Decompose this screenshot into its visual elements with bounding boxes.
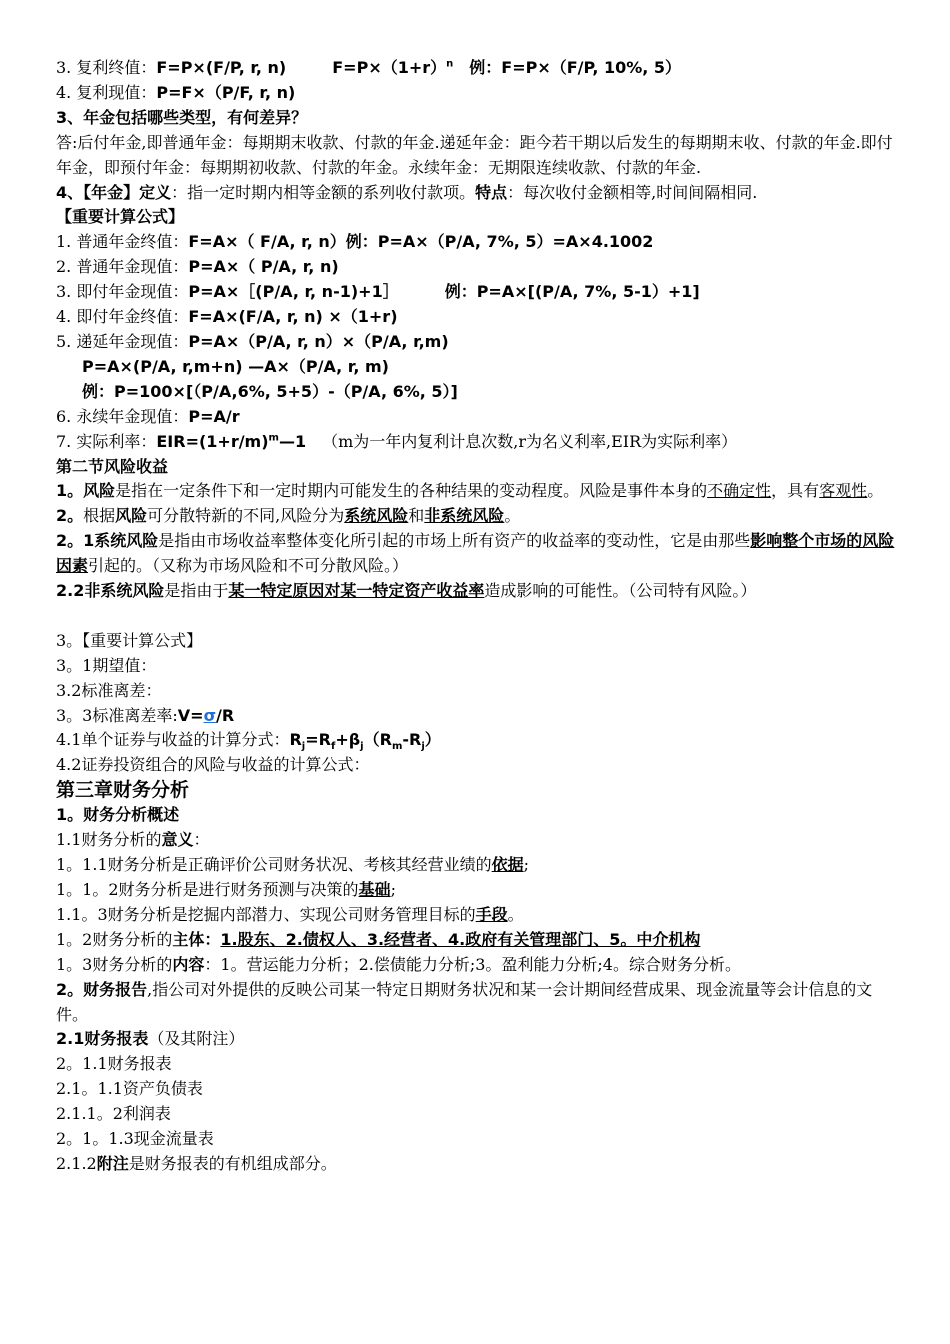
- formula-line: [56, 330, 896, 355]
- term-bold-underlined: 1.股东、2.债权人、3.经营者、4.政府有关管理部门、5。中介机构: [220, 929, 701, 949]
- text: 和: [408, 506, 425, 526]
- term-bold: 意义: [161, 830, 194, 850]
- risk-definition: [56, 479, 896, 504]
- list-item: [56, 1152, 896, 1177]
- item-label: 6. 永续年金现值：: [56, 406, 189, 426]
- formula-example: 例：P=100×[（P/A,6%, 5+5）-（P/A, 6%, 5）]: [82, 381, 458, 401]
- text: （及其附注）: [148, 1029, 245, 1049]
- formula: EIR=(1+r/m): [156, 431, 269, 451]
- text: 可分散特新的不同,风险分为: [147, 506, 345, 526]
- list-item: [56, 728, 896, 753]
- superscript: m: [268, 432, 279, 444]
- formula-note: （m为一年内复利计息次数,r为名义利率,EIR为实际利率）: [322, 431, 738, 451]
- list-item: [56, 704, 896, 729]
- item-label: 4. 即付年金终值：: [56, 307, 189, 327]
- term-bold-underlined: 某一特定原因对某一特定资产收益率: [228, 581, 485, 601]
- superscript: n: [446, 58, 454, 70]
- term-bold: 2。财务报告: [56, 979, 148, 999]
- section-subheading: 3。【重要计算公式】: [56, 630, 203, 650]
- formula: F=A×(F/A, r, n) ×（1+r): [188, 307, 398, 327]
- sigma-link[interactable]: σ: [203, 705, 217, 725]
- term-bold-underlined: 依据: [491, 855, 524, 875]
- text: ,指公司对外提供的反映公司某一特定日期财务状况和某一会计期间经营成果、现金流量等会计信息的文件。: [56, 979, 873, 1024]
- formula: F=P×(F/P, r, n): [156, 58, 287, 77]
- text: 。: [867, 481, 884, 501]
- text: 1。2财务分析的: [56, 929, 173, 949]
- text: 1.1财务分析的: [56, 830, 162, 850]
- formula-compound-future-value: [56, 56, 896, 81]
- text: ：1。营运能力分析；2.偿债能力分析;3。盈利能力分析;4。综合财务分析。: [204, 954, 741, 974]
- formula: P=A/r: [188, 406, 240, 426]
- formula: P=A×（ P/A, r, n): [188, 257, 339, 277]
- term-bold-underlined: 系统风险: [344, 506, 409, 526]
- risk-classification: [56, 504, 896, 529]
- annuity-definition: [56, 181, 896, 206]
- list-item: [56, 928, 896, 953]
- item-label: 3. 即付年金现值：: [56, 282, 189, 302]
- term-bold-underlined: 非系统风险: [424, 506, 505, 526]
- text: 造成影响的可能性。（公司特有风险。）: [484, 581, 757, 601]
- formula: /R: [216, 705, 235, 725]
- formula-line: [56, 430, 896, 455]
- text: 1。1.1财务分析是正确评价公司财务状况、考核其经营业绩的: [56, 855, 492, 875]
- document-page: [56, 56, 896, 1177]
- term-bold: 2.2非系统风险: [56, 581, 165, 601]
- term-bold: 主体: [172, 929, 205, 949]
- term-bold: 内容: [172, 954, 205, 974]
- list-item: 2。1。1.3现金流量表: [56, 1129, 214, 1149]
- item-label: 3. 复利终值：: [56, 58, 157, 77]
- text: 2.1.2: [56, 1153, 97, 1173]
- formula-example: 例：F=P×（F/P, 10%, 5）: [469, 58, 682, 77]
- chapter-heading: 第三章财务分析: [56, 779, 190, 802]
- formula-line: [56, 305, 896, 330]
- formula-line: [56, 405, 896, 430]
- formula: +β: [335, 730, 361, 750]
- item-label: 7. 实际利率：: [56, 431, 157, 451]
- formula: R: [289, 730, 302, 750]
- formula: F=P×（1+r）: [332, 58, 447, 77]
- formula-line: [56, 230, 896, 255]
- formula: V=: [177, 705, 204, 725]
- item-label: 4.1单个证券与收益的计算分式：: [56, 730, 290, 750]
- term-bold: 4、【年金】定义: [56, 182, 172, 202]
- list-item: 2.1。1.1资产负债表: [56, 1079, 203, 1099]
- underlined-text: 不确定性: [707, 481, 772, 501]
- formula: ）: [424, 730, 441, 750]
- list-item: 2.1.1。2利润表: [56, 1104, 171, 1124]
- text: 。: [507, 904, 524, 924]
- text: ;: [390, 879, 396, 899]
- subscript: f: [330, 741, 336, 753]
- formula: F=A×（ F/A, r, n）例：P=A×（P/A, 7%, 5）=A×4.1002: [188, 232, 654, 252]
- text: 1。1。2财务分析是进行财务预测与决策的: [56, 879, 359, 899]
- question-heading: 3、年金包括哪些类型，有何差异？: [56, 107, 308, 127]
- term-bold: 2.1财务报表: [56, 1029, 149, 1049]
- formula: -R: [402, 730, 422, 750]
- term-bold-underlined: 手段: [475, 904, 508, 924]
- text: 引起的。（又称为市场风险和不可分散风险。）: [88, 556, 409, 576]
- text: 1.1。3财务分析是挖掘内部潜力、实现公司财务管理目标的: [56, 904, 476, 924]
- text: 是指由于: [164, 581, 229, 601]
- text: ：指一定时期内相等金额的系列收付款项。: [171, 182, 476, 202]
- term-bold: 2。1系统风险: [56, 531, 159, 551]
- text: 是财务报表的有机组成部分。: [128, 1153, 337, 1173]
- term-bold-underlined: 影响整个市场的风险因素: [56, 531, 895, 576]
- formula: P=A×（P/A, r, n）×（P/A, r,m): [188, 331, 449, 351]
- term-bold: 特点: [475, 182, 508, 202]
- list-item: 2。1.1财务报表: [56, 1054, 172, 1074]
- term-bold: 1。风险: [56, 481, 116, 501]
- unsystematic-risk-paragraph: [56, 579, 896, 604]
- formula-line: [56, 280, 896, 305]
- list-item: [56, 878, 896, 903]
- systematic-risk-paragraph: [56, 529, 896, 579]
- formula: =R: [305, 730, 331, 750]
- subscript: j: [360, 741, 364, 753]
- text: ：每次收付金额相等,时间间隔相同.: [507, 182, 758, 202]
- item-label: 5. 递延年金现值：: [56, 331, 189, 351]
- term-bold: 风险: [115, 506, 148, 526]
- item-label: 3。3标准离差率:: [56, 705, 178, 725]
- underlined-text: 客观性: [819, 481, 868, 501]
- text: ：: [193, 830, 210, 850]
- subscript: m: [391, 741, 403, 753]
- list-item: 3.2标准离差：: [56, 680, 162, 700]
- formula-continuation: P=A×(P/A, r,m+n) —A×（P/A, r, m): [82, 356, 389, 376]
- text: 是指由市场收益率整体变化所引起的市场上所有资产的收益率的变动性，它是由那些: [158, 531, 751, 551]
- formula-line: [56, 255, 896, 280]
- item-label: 2。: [56, 506, 84, 526]
- section-heading: 第二节风险收益: [56, 456, 169, 476]
- answer-paragraph: 答:后付年金,即普通年金：每期期末收款、付款的年金.递延年金：距今若干期以后发生的每期期末收、付款的年金.即付年金，即预付年金：每期期初收款、付款的年金。永续年金：无期限连续收款、付款的年金.: [56, 132, 893, 177]
- formula: P=A×［(P/A, r, n-1)+1］: [188, 282, 399, 302]
- item-label: 4. 复利现值：: [56, 82, 157, 102]
- item-label: 2. 普通年金现值：: [56, 257, 189, 277]
- list-item: 4.2证券投资组合的风险与收益的计算公式：: [56, 755, 370, 775]
- list-item: [56, 828, 896, 853]
- financial-report-paragraph: [56, 978, 896, 1028]
- text: ：: [204, 929, 221, 949]
- list-item: 3。1期望值：: [56, 655, 157, 675]
- text: 根据: [83, 506, 116, 526]
- text: 1。3财务分析的: [56, 954, 173, 974]
- list-item: [56, 853, 896, 878]
- section-heading: 1。财务分析概述: [56, 805, 180, 825]
- text: 是指在一定条件下和一定时期内可能发生的各种结果的变动程度。风险是事件本身的: [115, 481, 708, 501]
- blank-line: [56, 604, 896, 629]
- formula-example: 例：P=A×[(P/A, 7%, 5-1）+1]: [444, 282, 700, 302]
- formula: P=F×（P/F, r, n): [156, 82, 296, 102]
- subscript: j: [301, 741, 306, 753]
- section-subheading: 【重要计算公式】: [56, 207, 185, 227]
- subscript: j: [421, 741, 425, 753]
- formula-compound-present-value: [56, 81, 896, 106]
- formula: —1: [278, 431, 307, 451]
- list-item: [56, 903, 896, 928]
- formula: （R: [363, 730, 392, 750]
- list-item: [56, 953, 896, 978]
- term-bold: 附注: [96, 1153, 129, 1173]
- term-bold-underlined: 基础: [358, 879, 391, 899]
- item-label: 1. 普通年金终值：: [56, 232, 189, 252]
- text: 。: [504, 506, 521, 526]
- text: ;: [523, 855, 530, 875]
- text: ，具有: [771, 481, 820, 501]
- list-item: [56, 1027, 896, 1052]
